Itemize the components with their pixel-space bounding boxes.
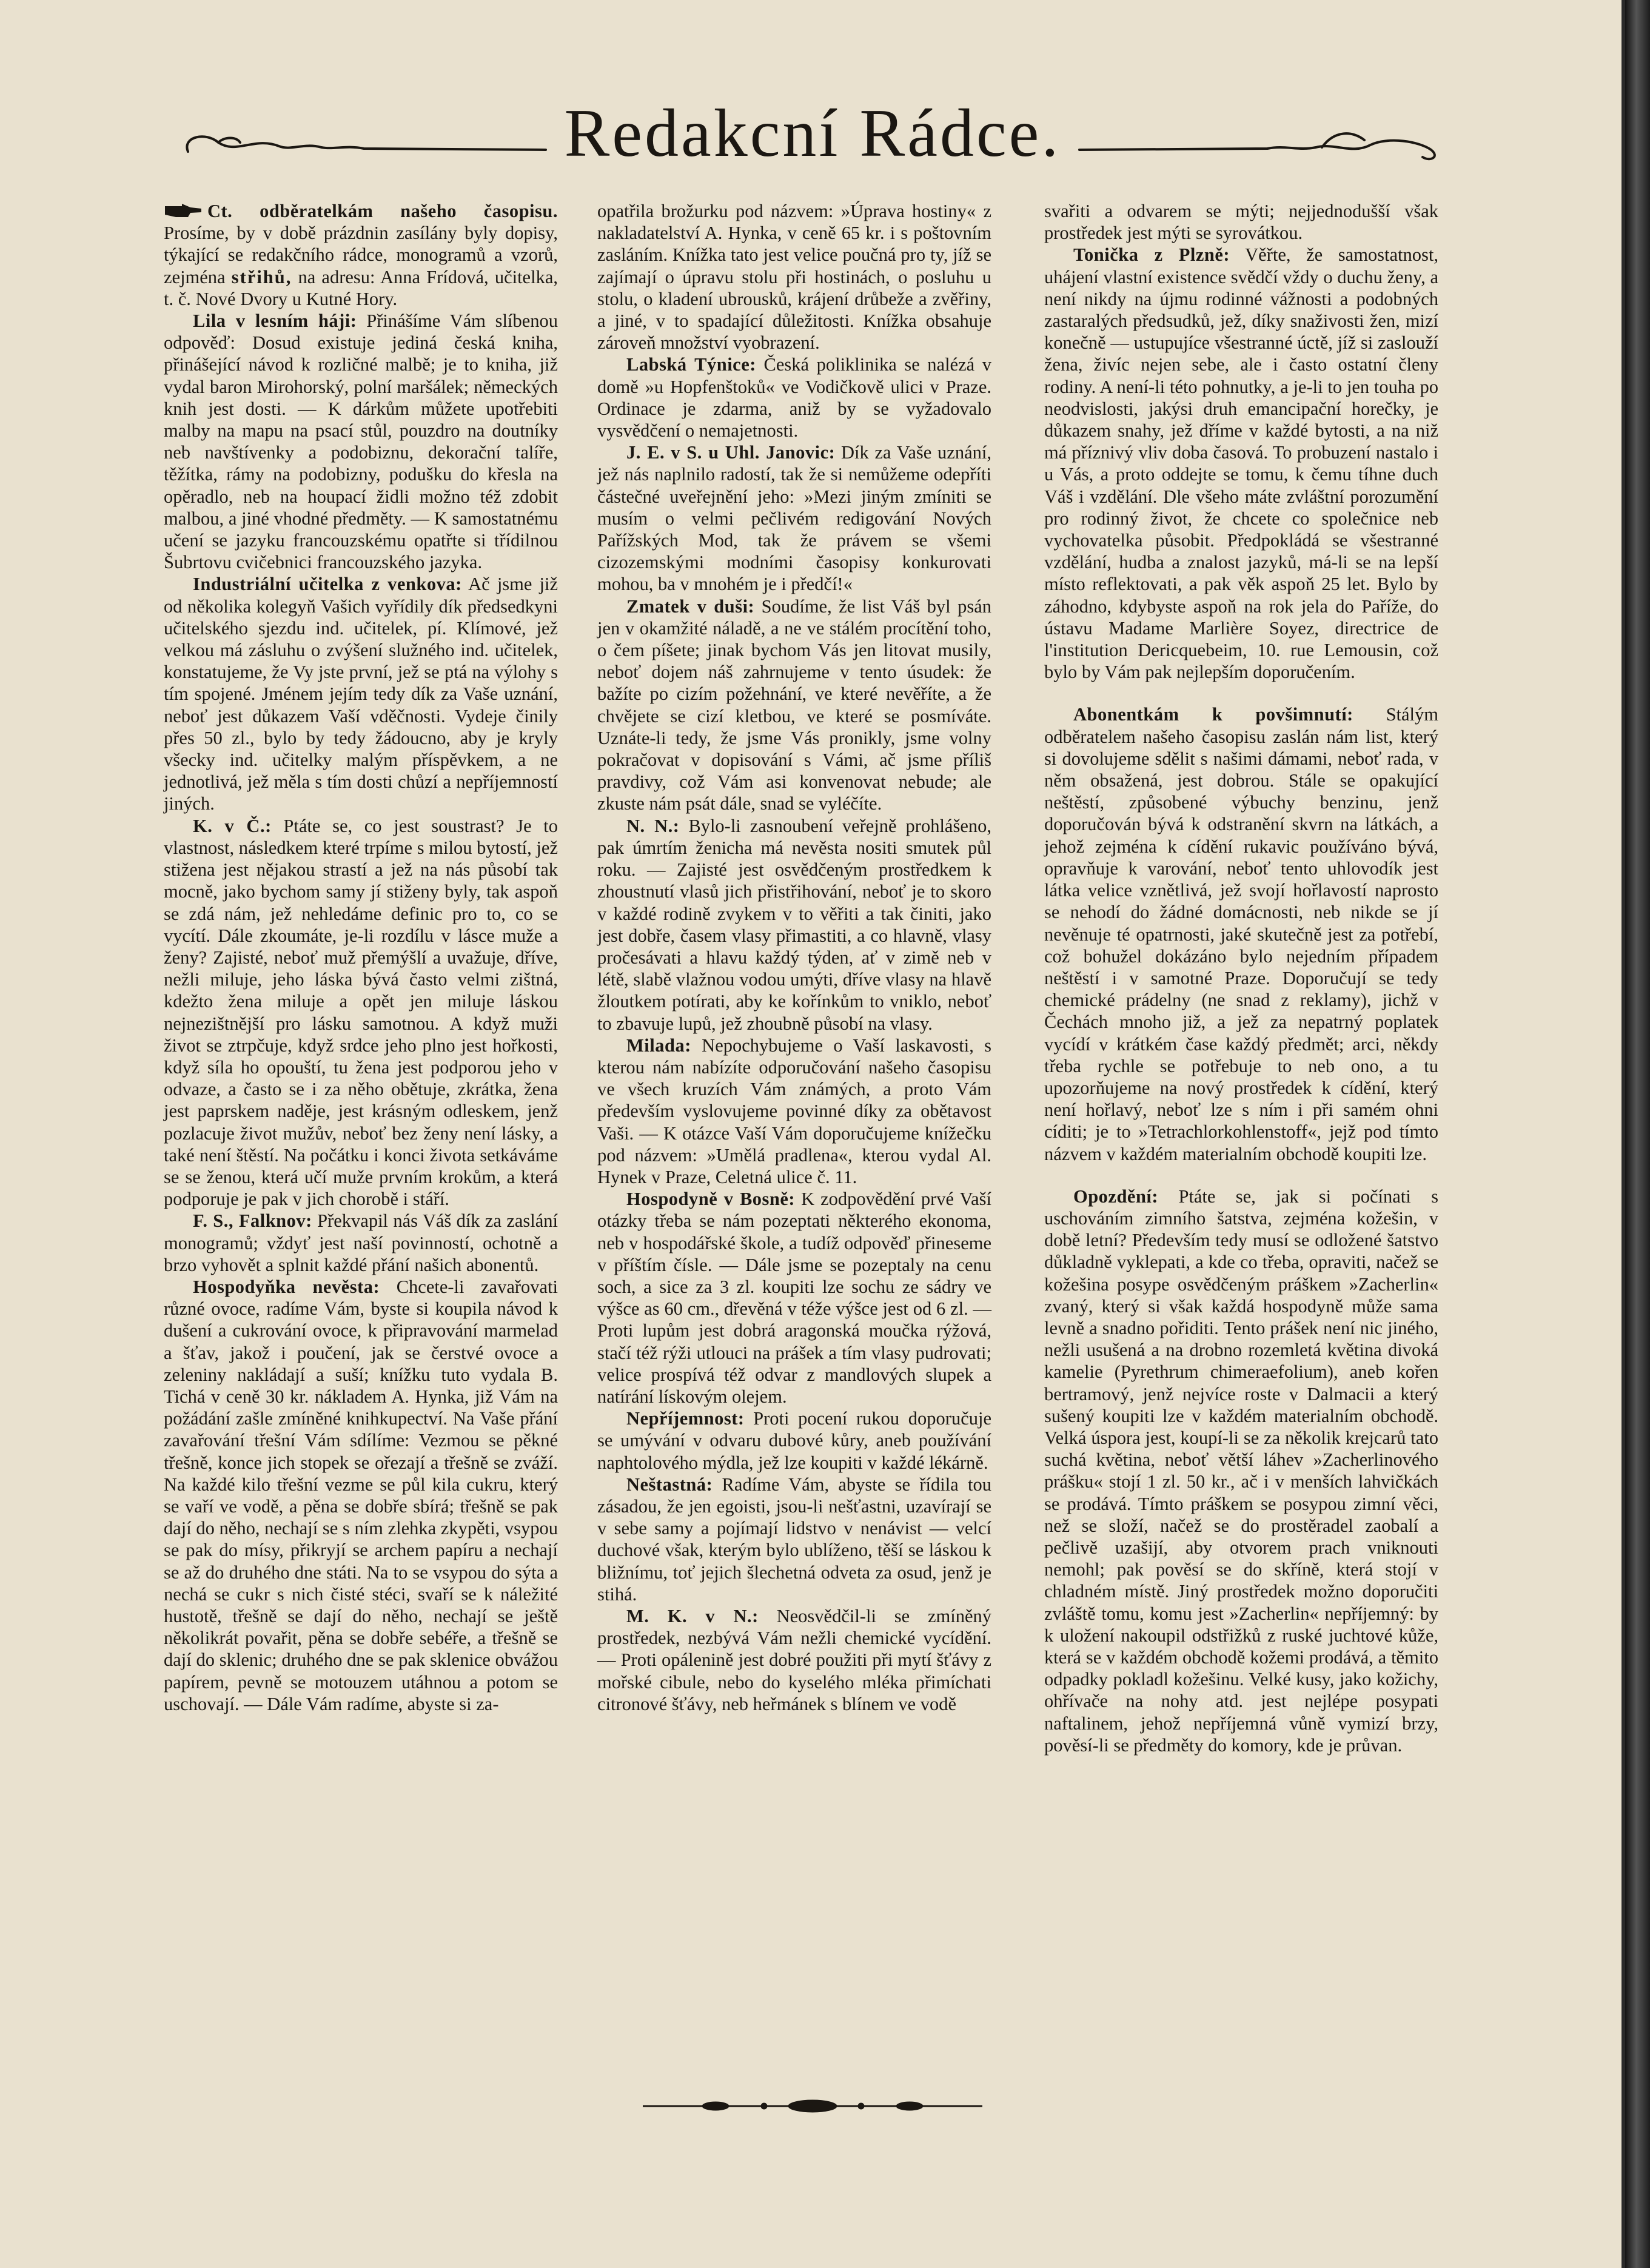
- entry-name: Zmatek v duši:: [626, 596, 755, 617]
- entry-text: Ač jsme již od několika kolegyň Vašich vyřídily dík předsedkyni učitelského sjezdu ind. učitelek, pí. Klímové, jež velkou má zásluhu o zvýšení služného ind. učitelek, konstatujeme, že Vy jste první, jež se ptá na výlohy s tím spojené. Jménem jejím tedy dík za Vaše uznání, neboť jest důkazem Vaší vděčnosti. Vydeje činily přes 50 zl., bylo by tedy žádoucno, aby je kryly všecky ind. učitelky malým příspěvkem, a ne jednotlivá, jež měla s tím dosti chůzí a nepříjemností jiných.: [164, 574, 558, 814]
- paragraph: [164, 200, 558, 310]
- entry-text-tail: na adresu: Anna Frídová, učitelka, t. č. Nové Dvory u Kutné Hory.: [164, 266, 558, 309]
- entry-name: Milada:: [626, 1035, 691, 1056]
- entry-name: Abonentkám k povšimnutí:: [1073, 704, 1353, 725]
- entry-text: Překvapil nás Váš dík za zaslání monogramů; vždyť jest naší povinností, ochotně a brzo vyhovět a splnit každé přání našich abonentů.: [164, 1210, 558, 1275]
- column-3: [1044, 200, 1438, 1756]
- entry-text: opatřila brožurku pod názvem: »Úprava hostiny« z nakladatelství A. Hynka, v ceně 65 kr. i s poštovním zasláním. Knížka tato jest velice poučná pro ty, jíž se zajímají o úpravu stolu při hostinách, o posluhu u stolu, o kladení ubrousků, krájení drůbeže a zvěřiny, a jiné, v to spadající důležitosti. Knížka obsahuje zároveň množství vyobrazení.: [597, 201, 991, 354]
- paragraph: [597, 1188, 991, 1407]
- entry-text: Soudíme, že list Váš byl psán jen v okamžité náladě, a ne ve stálém procítění toho, o čem píšete; jinak bychom Vás jen litovat musily, neboť dojem náš zahrnujeme v tento úsudek: že bažíte po cizím požehnání, ve které nevěříte, a že chvějete se cizí kletbou, ve které se posmíváte. Uznáte-li tedy, že jsme Vás pronikly, jsme volny pokračovat v dopisování s Vámi, ač jsme příliš pravdivy, což Vám asi konvenovat nebude; ale zkuste nám psát dále, snad se vyléčíte.: [597, 596, 991, 814]
- column-1: [164, 200, 558, 1715]
- paragraph: [597, 815, 991, 1035]
- paragraph: [164, 815, 558, 1210]
- end-ornament: [643, 2097, 982, 2115]
- entry-name: N. N.:: [626, 815, 680, 836]
- entry-name: Industriální učitelka z venkova:: [193, 574, 462, 595]
- entry-text: Dík za Vaše uznání, jež nás naplnilo radostí, tak že si nemůžeme odepříti částečné uveřejnění jeho: »Mezi jiným zmíniti se musím o velmi pečlivém redigování Nových Pařížských Mod, tak že právem se všemi cizozemskými modními časopisy konkurovati mohou, ba v mnohém je i předčí!«: [597, 442, 991, 595]
- entry-name: Nepříjemnost:: [626, 1408, 745, 1429]
- entry-text: Neosvědčil-li se zmíněný prostředek, nezbývá Vám nežli chemické vycídění. — Proti opálenině jest dobré použiti při mytí šťávy z mořské cibule, nebo do kyselého mléka přimíchati citronové šťávy, neb heřmánek s blínem ve vodě: [597, 1606, 991, 1714]
- entry-text: Věřte, že samostatnost, uhájení vlastní existence svědčí vždy o duchu ženy, a není nikdy na újmu rodinné vážnosti a podobných zastaralých předsudků, jež, díky snaživosti žen, mizí konečně — ustupujíce všestranné úctě, jíž si zaslouží žena, živíc nejen sebe, ale i často ostatní členy rodiny. A není-li této pohnutky, a je-li to jen touha po neodvislosti, jakýsi druh emancipační horečky, je důkazem snahy, jež dříme v každé bytosti, a na niž má příznivý vliv doba časová. To probuzení nastalo i u Vás, a proto oddejte se tomu, k čemu tíhne duch Váš i vzdělání. Dle všeho máte zvláštní porozumění pro rodinný život, že chcete co společnice neb vychovatelka působit. Předpokládá se všestranné vzdělání, hudba a znalost jazyků, má-li se na lepší místo reflektovati, a pak věk aspoň 25 let. Bylo by záhodno, kdybyste aspoň na rok jela do Paříže, do ústavu Madame Marlière Soyez, directrice de l'institution Dericquebeim, 10. rue Lemousin, což bylo by Vám pak nejlepším doporučením.: [1044, 244, 1438, 683]
- entry-name: Tonička z Plzně:: [1073, 244, 1230, 266]
- entry-text: svařiti a odvarem se mýti; nejjednodušší však prostředek jest mýti se syrovátkou.: [1044, 201, 1438, 244]
- entry-text: Nepochybujeme o Vaší laskavosti, s kterou nám nabízíte odporučování našeho časopisu ve všech kruzích Vám známých, a proto Vám především vyslovujeme povinné díky za obětavost Vaši. — K otázce Vaší Vám doporučujeme knížečku pod názvem: »Umělá pradlena«, kterou vydal Al. Hynek v Praze, Celetná ulice č. 11.: [597, 1035, 991, 1187]
- entry-text: Bylo-li zasnoubení veřejně prohlášeno, pak úmrtím ženicha má nevěsta nositi smutek půl roku. — Zajisté jest osvědčeným prostředkem k zhoustnutí vlasů jich přistřihování, neboť je to skoro v každé rodině zvykem v to věřiti a tak činiti, jako jest dobře, časem vlasy přimastiti, a co hlavně, vlasy pročesávati a hlavu každý týden, ať v zimě neb v létě, slabě vlažnou vodou umýti, dříve vlasy na hlavě žloutkem potírati, aby ke kořínkům to vniklo, neboť to zbavuje lupů, jež zhoubně působí na vlasy.: [597, 815, 991, 1034]
- paragraph: [1044, 200, 1438, 244]
- entry-name: Labská Týnice:: [626, 354, 756, 375]
- paragraph: [164, 573, 558, 814]
- paragraph: [597, 1035, 991, 1188]
- paragraph: [164, 1210, 558, 1276]
- paragraph: [1044, 244, 1438, 683]
- paragraph: [597, 200, 991, 354]
- emphasized-word: střihů,: [231, 266, 292, 287]
- entry-text: Radíme Vám, abyste se řídila tou zásadou, že jen egoisti, jsou-li nešťastni, uzavírají se v sebe samy a pojímají lidstvo v nenávist — velcí duchové však, kterým bylo ublíženo, těší se láskou k bližnímu, toť jejich šlechetná odveta za osud, jenž je stihá.: [597, 1474, 991, 1605]
- entry-name: Opozdění:: [1073, 1186, 1159, 1207]
- entry-name: Hospodyně v Bosně:: [626, 1189, 796, 1210]
- page-edge: [1625, 0, 1650, 2268]
- paragraph: [597, 596, 991, 815]
- paragraph: [1044, 1186, 1438, 1756]
- entry-text: Proti pocení rukou doporučuje se umývání v odvaru dubové kůry, aneb používání naphtolového mýdla, jež lze koupiti v každé lékárně.: [597, 1408, 991, 1473]
- entry-text: Stálým odběratelem našeho časopisu zaslán nám list, který si dovolujeme sdělit s našimi dámami, neboť rada, v něm obsažená, jest dobrou. Stále se opakující neštěstí, způsobené výbuchy benzinu, jenž doporučován bývá k odstranění skvrn na látkách, a jehož zejména k cídění rukavic používáno bývá, opravňuje k varování, neboť tento uhlovodík jest látka velice vznětlivá, jež svojí hořlavostí naprosto se nehodí do žádné domácnosti, neb nikde se jí nevěnuje té opatrnosti, jaké skutečně jest za potřebí, což bohužel dokázáno bylo nejedním případem neštěstí i v samotné Praze. Doporučují se tedy chemické prádelny (ne snad z reklamy), jichž v Čechách mnoho již, a jež za nepatrný poplatek vycídí v krátkém čase každý předmět; arci, někdy třeba rychle se potřebuje to neb ono, a tu upozorňujeme na nový prostředek k cídění, který není hořlavý, neboť lze s ním i při samém ohni cíditi; je to »Tetrachlorkohlenstoff«, jejž pod tímto názvem v každém materialním obchodě koupiti lze.: [1044, 704, 1438, 1164]
- entry-text: Prosíme, by v době prázdnin zasílány byly dopisy, týkající se redakčního rádce, monogramů a vzorů, zejména: [164, 223, 558, 287]
- paragraph: [164, 1276, 558, 1715]
- paragraph: [1044, 703, 1438, 1164]
- entry-text: Česká poliklinika se nalézá v domě »u Hopfenštoků« ve Vodičkově ulici v Praze. Ordinace je zdarma, aniž by se vyžadovalo vysvědčení o nemajetnosti.: [597, 354, 991, 441]
- entry-text: Ptáte se, co jest soustrast? Je to vlastnost, následkem které trpíme s milou bytostí, jež stižena jest nějakou strastí a jež na nás působí tak mocně, jako bychom samy jí stiženy byly, tak aspoň se zdá nám, jež nehledáme definic pro to, co se vycítí. Dále zkoumáte, je-li rozdílu v lásce muže a ženy? Zajisté, neboť muž přemýšlí a uvažuje, dříve, nežli miluje, jeho láska bývá často velmi zištná, kdežto žena miluje a opět jen miluje láskou nejnezištnější pro lásku samotnou. A když muži život se ztrpčuje, když srdce jeho plno jest hořkosti, když síla ho opouští, tu žena jest podporou jeho v odvaze, a často se i za něho obětuje, zkrátka, žena jest paprskem naděje, jest krásným odleskem, jenž pozlacuje život mužův, neboť bez ženy není lásky, a také není štěstí. Na počátku i konci života setkáváme se se ženou, která učí muže prvním krokům, a která podporuje je pak v jich chorobě i stáří.: [164, 815, 558, 1210]
- entry-text: Přinášíme Vám slíbenou odpověď: Dosud existuje jediná česká kniha, přinášející návod k rozličné malbě; je to kniha, již vydal baron Mirohorský, polní maršálek; německých knih jest dosti. — K dárkům můžete upotřebiti malby na mapu na psací stůl, pouzdro na doutníky neb navštívenky a podobiznu, dekorační talíře, těžítka, rámy na podobizny, podušku do křesla na opěradlo, neb na houpací židli možno též zdobit malbou, a jiné vhodné předměty. — K samostatnému učení se jazyku francouzskému opatřte si třídilnou Šubrtovu cvičebnici francouzského jazyka.: [164, 310, 558, 573]
- entry-name: J. E. v S. u Uhl. Janovic:: [626, 442, 836, 463]
- entry-name: Ct. odběratelkám našeho časopisu.: [207, 201, 558, 221]
- entry-name: Neštastná:: [626, 1474, 713, 1495]
- entry-name: M. K. v N.:: [626, 1606, 759, 1626]
- entry-text: Chcete-li zavařovati různé ovoce, radíme Vám, byste si koupila návod k dušení a cukrování ovoce, k připravování marmelad a šťav, jakož i poučení, jak se čerstvé ovoce a zeleniny nakládají a suší; knížku tuto vydala B. Tichá v ceně 30 kr. nákladem A. Hynka, již Vám na požádání zašle zmíněné knihkupectví. Na Vaše přání zavařování třešní Vám sdílíme: Vezmou se pěkné třešně, konce jich stopek se ořezají a třešně se zváží. Na každé kilo třešní vezme se půl kila cukru, který se vaří ve vodě, a pěna se dobře sbírá; třešně se pak dají do něho, nechají se s ním zlehka zkypěti, vsypou se pak do mísy, přikryjí se archem papíru a nechají se až do druhého dne státi. Na to se vsypou do sýta a nechá se cukr s nich čisté stéci, svaří se k náležité hustotě, třešně se dají do něho, nechají se ještě několikrát povařit, pěna se dobře sebéře, a třešně se dají do sklenic; druhého dne se pak sklenice obvážou papírem, pevně se motouzem utáhnou a potom se uschovají. — Dále Vám radíme, abyste si za-: [164, 1276, 558, 1714]
- paragraph: [597, 441, 991, 595]
- entry-name: Hospodyňka nevěsta:: [193, 1276, 380, 1297]
- page-title: Redakcní Rádce.: [564, 96, 1061, 171]
- paragraph: [597, 1474, 991, 1605]
- entry-name: F. S., Falknov:: [193, 1210, 312, 1232]
- paragraph: [597, 1605, 991, 1715]
- paragraph: [164, 310, 558, 573]
- entry-text: K zodpovědění prvé Vaší otázky třeba se nám pozeptati některého ekonoma, neb v hospodářské škole, a tudíž odpověď přineseme v příštím čísle. — Dále jsme se pozeptaly na cenu soch, a sice za 3 zl. koupiti lze sochu ze sádry ve výšce as 60 cm., dřevěná v téže výšce jest od 6 zl. — Proti lupům jest dobrá aragonská moučka rýžová, stačí též rýži utlouci na prášek a tím vlasy pudrovati; velice prospívá též odvar z mandlových slupek a natírání lískovým olejem.: [597, 1189, 992, 1407]
- entry-name: Lila v lesním háji:: [193, 310, 357, 332]
- entry-text: Ptáte se, jak si počínati s uschováním zimního šatstva, zejména kožešin, v době letní? Především tedy musí se odložené šatstvo důkladně vyklepati, a kde co třeba, opraviti, načež se kožešina posype osvědčeným práškem »Zacherlin« zvaný, který si však každá hospodyně může sama levně a snadno pořiditi. Tento prášek není nic jiného, nežli usušená a na drobno rozemletá květina divoká kamelie (Pyrethrum chimeraefolium), aneb kořen bertramový, jenž nejvíce roste v Dalmacii a který sušený koupiti lze v každém materialním obchodě. Velká úspora jest, koupí-li se za několik krejcarů tato suchá květina, neboť větší láhev »Zacherlinového prášku« stojí 1 zl. 50 kr., ač i v menších lahvičkách se prodává. Tímto práškem se posypou zimní věci, než se složí, načež se do prostěradel zaobalí a pečlivě uzašijí, aby otvorem prach vniknouti nemohl; pak pověsí se do skříně, která stojí v chladném místě. Jiný prostředek možno doporučiti zvláště tomu, komu jest »Zacherlin« nepříjemný: by k uložení nakoupil odstřižků z ruské juchtové kůže, která se v každém obchodě kožemi prodává, a těmito odpadky pokladl kožešinu. Velké kusy, jako kožichy, ohřívače na nohy atd. jest nejlépe posypati naftalinem, jehož nepříjemná vůně vymizí brzy, pověsí-li se předměty do komory, kde je průvan.: [1044, 1186, 1438, 1756]
- paragraph: [597, 1407, 991, 1474]
- paragraph: [597, 354, 991, 441]
- entry-name: K. v Č.:: [193, 815, 272, 836]
- pointing-hand-icon: [164, 203, 203, 218]
- section-heading: [182, 94, 1443, 173]
- column-2: [597, 200, 991, 1715]
